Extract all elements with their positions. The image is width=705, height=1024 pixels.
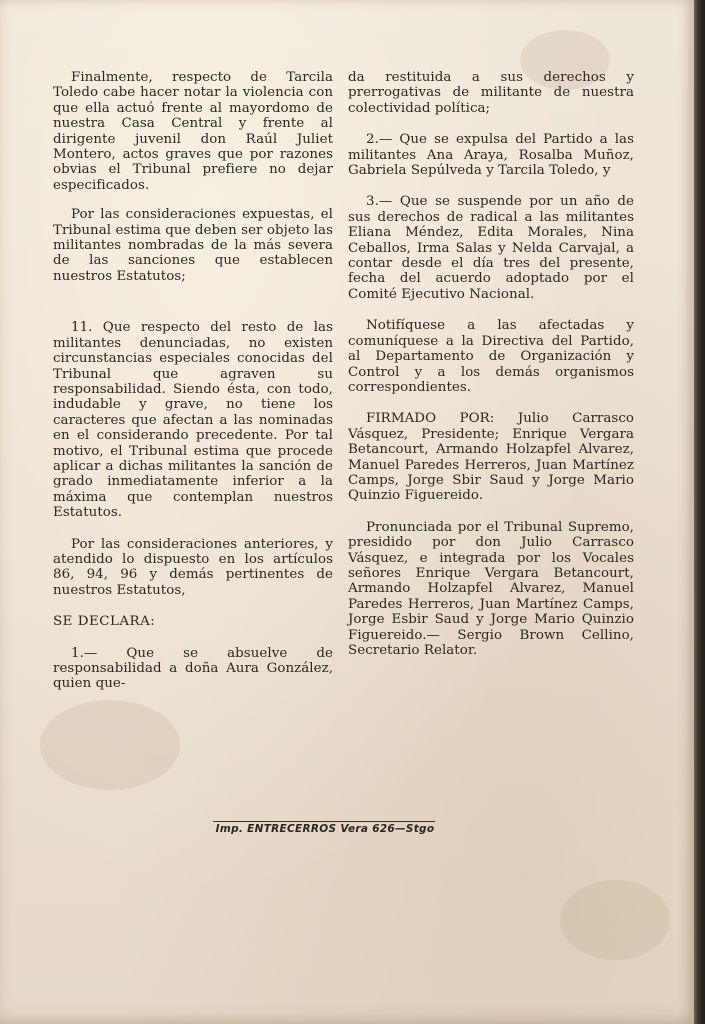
paragraph-firmado-por: FIRMADO POR: Julio Carrasco Vásquez, Presidente; Enrique Vergara Betancourt, Armando Holzapfel Alvarez, Manuel Paredes Herreros, Juan Martínez Camps, Jorge Sbir Saud y Jorge Mario Quinzio Figuereido.	[348, 411, 634, 504]
paper-stain	[40, 700, 180, 790]
right-column	[348, 70, 634, 658]
page-edge-shadow	[694, 0, 705, 1024]
heading-se-declara: SE DECLARA:	[53, 614, 156, 630]
paragraph-declara-1-cont: da restituida a sus derechos y prerrogativas de militante de nuestra colectividad política;	[348, 70, 634, 116]
paragraph-consideraciones-expuestas: Por las consideraciones expuestas, el Tribunal estima que deben ser objeto las militantes nombradas de la más severa de las sanciones que establecen nuestros Estatutos;	[53, 207, 333, 284]
paragraph-notifiquese: Notifíquese a las afectadas y comuníquese a la Directiva del Partido, al Departamento de Organización y Control y a los demás organismos correspondientes.	[348, 318, 634, 395]
paragraph-declara-2: 2.— Que se expulsa del Partido a las militantes Ana Araya, Rosalba Muñoz, Gabriela Sepúlveda y Tarcila Toledo, y	[348, 132, 634, 179]
paragraph-pronunciada: Pronunciada por el Tribunal Supremo, presidido por don Julio Carrasco Vásquez, e integrada por los Vocales señores Enrique Vergara Betancourt, Armando Holzapfel Alvarez, Manuel Paredes Herreros, Juan Martínez Camps, Jorge Esbir Saud y Jorge Mario Quinzio Figuereido.— Sergio Brown Cellino, Secretario Relator.	[348, 519, 634, 658]
paragraph-declara-1: 1.— Que se absuelve de responsabilidad a doña Aura González, quien que-	[53, 645, 333, 692]
paper-stain	[560, 880, 670, 960]
paragraph-considerando-11: 11. Que respecto del resto de las militantes denunciadas, no existen circunstancias especiales conocidas del Tribunal que agraven su responsabilidad. Siendo ésta, con todo, indudable y grave, no tiene los caracteres que afectan a las nominadas en el considerando precedente. Por tal motivo, el Tribunal estima que procede aplicar a dichas militantes la sanción de grado inmediatamente inferior a la máxima que contemplan nuestros Estatutos.	[53, 320, 333, 521]
left-column	[53, 70, 333, 692]
paragraph-declara-3: 3.— Que se suspende por un año de sus derechos de radical a las militantes Eliana Méndez, Edita Morales, Nina Ceballos, Irma Salas y Nelda Carvajal, a contar desde el día tres del presente, fecha del acuerdo adoptado por el Comité Ejecutivo Nacional.	[348, 194, 634, 302]
paragraph-consideraciones-anteriores: Por las consideraciones anteriores, y atendido lo dispuesto en los artículos 86, 94, 96 y demás pertinentes de nuestros Estatutos,	[53, 536, 333, 598]
imprint-rule	[213, 821, 435, 822]
paragraph-tarcila-toledo: Finalmente, respecto de Tarcila Toledo cabe hacer notar la violencia con que ella actuó frente al mayordomo de nuestra Casa Central y frente al dirigente juvenil don Raúl Juliet Montero, actos graves que por razones obvias el Tribunal prefiere no dejar especificados.	[53, 70, 333, 193]
printer-imprint: Imp. ENTRECERROS Vera 626—Stgo	[215, 823, 435, 835]
